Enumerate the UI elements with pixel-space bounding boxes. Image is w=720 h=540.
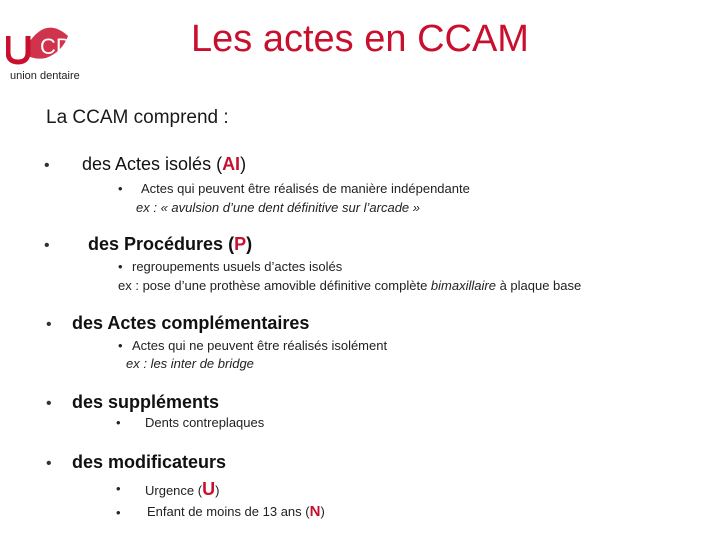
example-line: ex : les inter de bridge: [126, 356, 254, 371]
section-procedures: [88, 234, 252, 255]
modifier-prefix: Enfant de moins de 13 ans (: [147, 504, 310, 519]
intro-text: La CCAM comprend: [46, 107, 219, 128]
section-suffix: ): [246, 234, 253, 254]
bullet-icon: •: [46, 455, 52, 472]
modifier-code: U: [202, 479, 216, 499]
section-label: des Actes complémentaires: [72, 313, 310, 333]
sub-bullet-icon: •: [118, 259, 123, 274]
sub-line: Actes qui ne peuvent être réalisés isolément: [132, 338, 388, 353]
section-actes-complementaires: [72, 313, 309, 334]
section-code: P: [234, 234, 247, 254]
sub-line: regroupements usuels d’actes isolés: [132, 259, 343, 274]
section-prefix: des Procédures (: [88, 234, 235, 254]
bullet-icon: •: [44, 157, 50, 174]
modifier-suffix: ): [215, 483, 220, 498]
modifier-suffix: ): [320, 504, 325, 519]
intro-line: [46, 107, 229, 129]
logo-text: union dentaire: [10, 70, 80, 82]
section-suffix: ): [240, 154, 247, 174]
example-line: ex : « avulsion d’une dent définitive sur l’arcade »: [136, 200, 421, 215]
bullet-icon: •: [46, 316, 52, 333]
sub-bullet-icon: •: [116, 481, 121, 496]
bullet-icon: •: [46, 395, 52, 412]
modifier-code: N: [309, 503, 321, 520]
intro-suffix: :: [218, 107, 229, 128]
slide-title: Les actes en CCAM: [191, 18, 529, 60]
section-label: des suppléments: [72, 392, 220, 412]
sub-bullet-icon: •: [118, 338, 123, 353]
example-italic: bimaxillaire: [430, 278, 496, 293]
example-line: [118, 278, 581, 293]
section-actes-isoles: [82, 154, 246, 175]
sub-bullet-icon: •: [116, 505, 121, 520]
example-text: à plaque base: [495, 278, 582, 293]
section-supplements: [72, 392, 219, 413]
section-code: AI: [222, 154, 241, 174]
modifier-item: [147, 503, 325, 520]
sub-line: Actes qui peuvent être réalisés de manière indépendante: [141, 181, 470, 196]
section-prefix: des Actes isolés (: [82, 154, 223, 174]
modifier-item: [145, 479, 219, 500]
svg-text:CD: CD: [40, 34, 72, 59]
section-modificateurs: [72, 452, 226, 473]
bullet-icon: •: [44, 237, 50, 254]
section-label: des modificateurs: [72, 452, 227, 472]
modifier-prefix: Urgence (: [145, 483, 203, 498]
example-text: ex : pose d’une prothèse amovible définitive complète: [118, 278, 431, 293]
sub-bullet-icon: •: [116, 415, 121, 430]
sub-line: Dents contreplaques: [145, 415, 265, 430]
sub-bullet-icon: •: [118, 181, 123, 196]
